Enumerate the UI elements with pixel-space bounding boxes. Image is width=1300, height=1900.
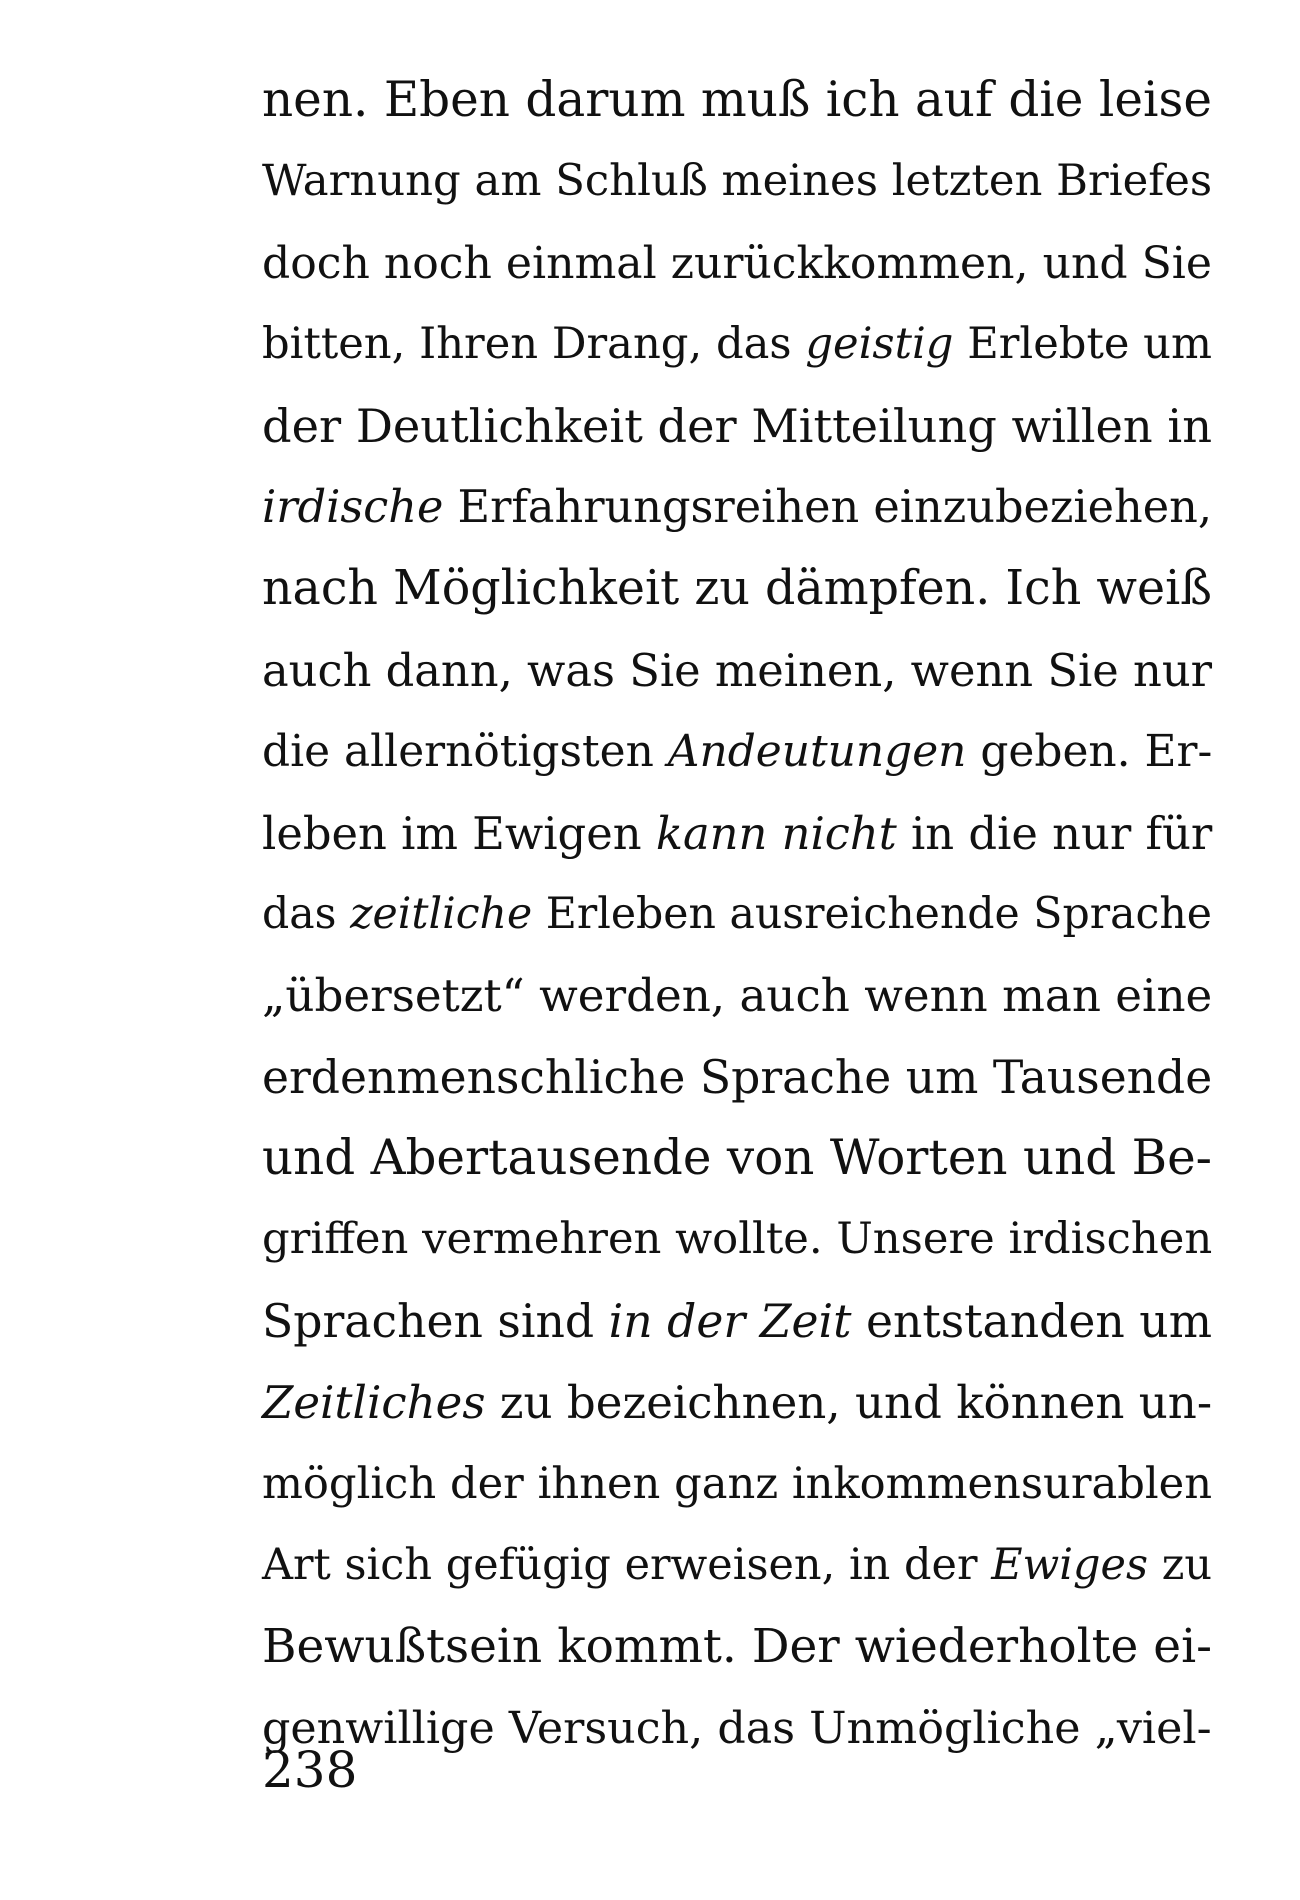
emphasized-text: kann nicht: [655, 806, 897, 860]
emphasized-text: Ewiges: [991, 1540, 1149, 1591]
page-number: 238: [262, 1741, 358, 1799]
text-line: [262, 1525, 1212, 1606]
text-line: [262, 874, 1212, 955]
text-line: [262, 1444, 1212, 1525]
text-line: [262, 793, 1212, 874]
text-line: [262, 1281, 1212, 1362]
text-line: [262, 1362, 1212, 1443]
text-segment: griffen vermehren wollte. Unsere irdischen: [262, 1214, 1213, 1265]
text-segment: die allernötigsten: [262, 726, 668, 778]
text-segment: bitten, Ihren Drang, das: [262, 319, 806, 370]
text-segment: und Abertausende von Worten und Be-: [262, 1130, 1212, 1187]
text-line: [262, 386, 1212, 467]
text-segment: nen. Eben darum muß ich auf die leise: [262, 72, 1212, 128]
text-line: [262, 711, 1212, 792]
text-segment: Bewußtsein kommt. Der wiederholte ei-: [262, 1619, 1212, 1675]
text-segment: Erfahrungsreihen einzubeziehen,: [443, 480, 1213, 533]
emphasized-text: Andeutungen: [667, 726, 967, 778]
text-line: [262, 630, 1212, 711]
text-line: [262, 1118, 1212, 1199]
text-segment: erdenmenschliche Sprache um Tausende: [262, 1050, 1213, 1104]
emphasized-text: in der Zeit: [608, 1294, 852, 1348]
text-line: [262, 548, 1212, 629]
emphasized-text: geistig: [805, 319, 954, 370]
text-segment: „übersetzt“ werden, auch wenn man eine: [262, 969, 1213, 1023]
text-segment: zu: [1148, 1540, 1213, 1591]
emphasized-text: zeitliche: [350, 888, 533, 939]
text-line: [262, 1199, 1212, 1280]
text-segment: Art sich gefügig erweisen, in der: [262, 1540, 992, 1591]
text-segment: geben. Er-: [966, 726, 1213, 778]
text-segment: auch dann, was Sie meinen, wenn Sie nur: [262, 643, 1213, 697]
text-segment: genwillige Versuch, das Unmögliche „viel-: [262, 1702, 1212, 1754]
text-segment: entstanden um: [851, 1294, 1212, 1348]
text-segment: das: [262, 888, 351, 939]
text-line: [262, 1606, 1212, 1687]
text-line: [262, 223, 1212, 304]
text-segment: Erleben ausreichende Sprache: [532, 888, 1212, 939]
body-text: [262, 60, 1212, 1769]
text-line: [262, 1037, 1212, 1118]
text-line: [262, 304, 1212, 385]
text-segment: möglich der ihnen ganz inkommensurablen: [262, 1458, 1212, 1509]
emphasized-text: Zeitliches: [262, 1376, 486, 1430]
text-segment: doch noch einmal zurückkommen, und Sie: [262, 237, 1212, 289]
text-segment: zu bezeichnen, und können un-: [485, 1376, 1213, 1430]
text-segment: nach Möglichkeit zu dämpfen. Ich weiß: [262, 561, 1212, 617]
text-segment: leben im Ewigen: [262, 806, 656, 860]
text-line: [262, 141, 1212, 222]
text-segment: in die nur für: [896, 806, 1213, 860]
text-segment: Sprachen sind: [262, 1294, 609, 1348]
emphasized-text: irdische: [262, 480, 444, 533]
text-line: [262, 60, 1212, 141]
text-line: [262, 955, 1212, 1036]
text-line: [262, 467, 1212, 548]
text-segment: der Deutlichkeit der Mitteilung willen in: [262, 398, 1213, 453]
text-segment: Warnung am Schluß meines letzten Briefes: [262, 156, 1213, 207]
text-segment: Erlebte um: [953, 319, 1212, 370]
